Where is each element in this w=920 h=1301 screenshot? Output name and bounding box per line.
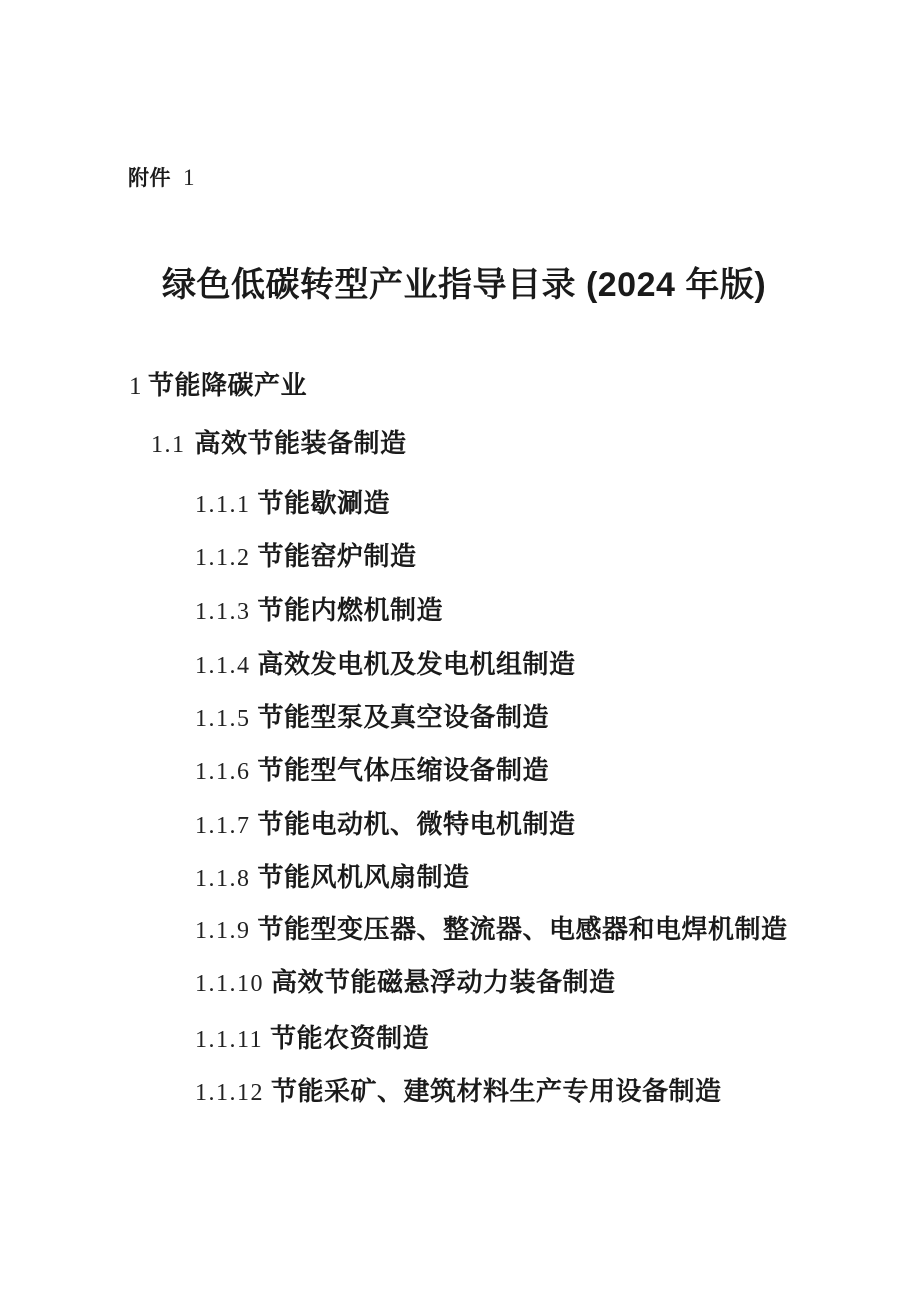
item-number: 1.1.1: [195, 492, 251, 518]
section-label: 节能降碳产业: [148, 370, 308, 400]
catalog-item: [195, 597, 443, 624]
subsection-heading: [151, 430, 407, 457]
item-label: 节能型变压器、整流器、电感器和电焊机制造: [257, 914, 788, 944]
catalog-item: [195, 490, 390, 517]
attachment-label: 附件: [128, 167, 171, 190]
catalog-item: [195, 704, 549, 731]
catalog-item: [195, 811, 576, 838]
catalog-item: [195, 1025, 429, 1052]
catalog-item: [195, 543, 417, 570]
item-label: 节能型泵及真空设备制造: [257, 702, 550, 732]
catalog-item: [195, 916, 788, 943]
item-label: 节能型气体压缩设备制造: [257, 755, 550, 785]
item-number: 1.1.12: [195, 1080, 264, 1106]
item-label: 节能风机风扇制造: [257, 862, 470, 892]
item-number: 1.1.7: [195, 813, 251, 839]
item-label: 节能采矿、建筑材料生产专用设备制造: [271, 1076, 722, 1106]
item-label: 节能内燃机制造: [257, 595, 444, 625]
catalog-item: [195, 864, 470, 891]
item-label: 节能农资制造: [270, 1023, 430, 1053]
item-label: 节能窑炉制造: [257, 541, 417, 571]
item-label: 节能歇涮造: [257, 488, 391, 518]
document-title: 绿色低碳转型产业指导目录 (2024 年版): [162, 266, 767, 304]
subsection-number: 1.1: [151, 432, 186, 458]
item-number: 1.1.9: [195, 918, 251, 944]
section-heading: [129, 372, 307, 399]
item-label: 高效节能磁悬浮动力装备制造: [271, 967, 616, 997]
item-number: 1.1.2: [195, 545, 251, 571]
catalog-item: [195, 757, 549, 784]
item-number: 1.1.4: [195, 653, 251, 679]
attachment-number: 1: [183, 165, 196, 190]
attachment-heading: [128, 166, 196, 189]
item-number: 1.1.10: [195, 971, 264, 997]
catalog-item: [195, 651, 576, 678]
item-number: 1.1.8: [195, 866, 251, 892]
item-label: 高效发电机及发电机组制造: [257, 649, 576, 679]
section-number: 1: [129, 373, 143, 400]
item-label: 节能电动机、微特电机制造: [257, 809, 576, 839]
catalog-item: [195, 969, 616, 996]
catalog-item: [195, 1078, 722, 1105]
item-number: 1.1.6: [195, 759, 251, 785]
item-number: 1.1.11: [195, 1027, 264, 1053]
item-number: 1.1.3: [195, 599, 251, 625]
subsection-label: 高效节能装备制造: [194, 428, 407, 458]
item-number: 1.1.5: [195, 706, 251, 732]
